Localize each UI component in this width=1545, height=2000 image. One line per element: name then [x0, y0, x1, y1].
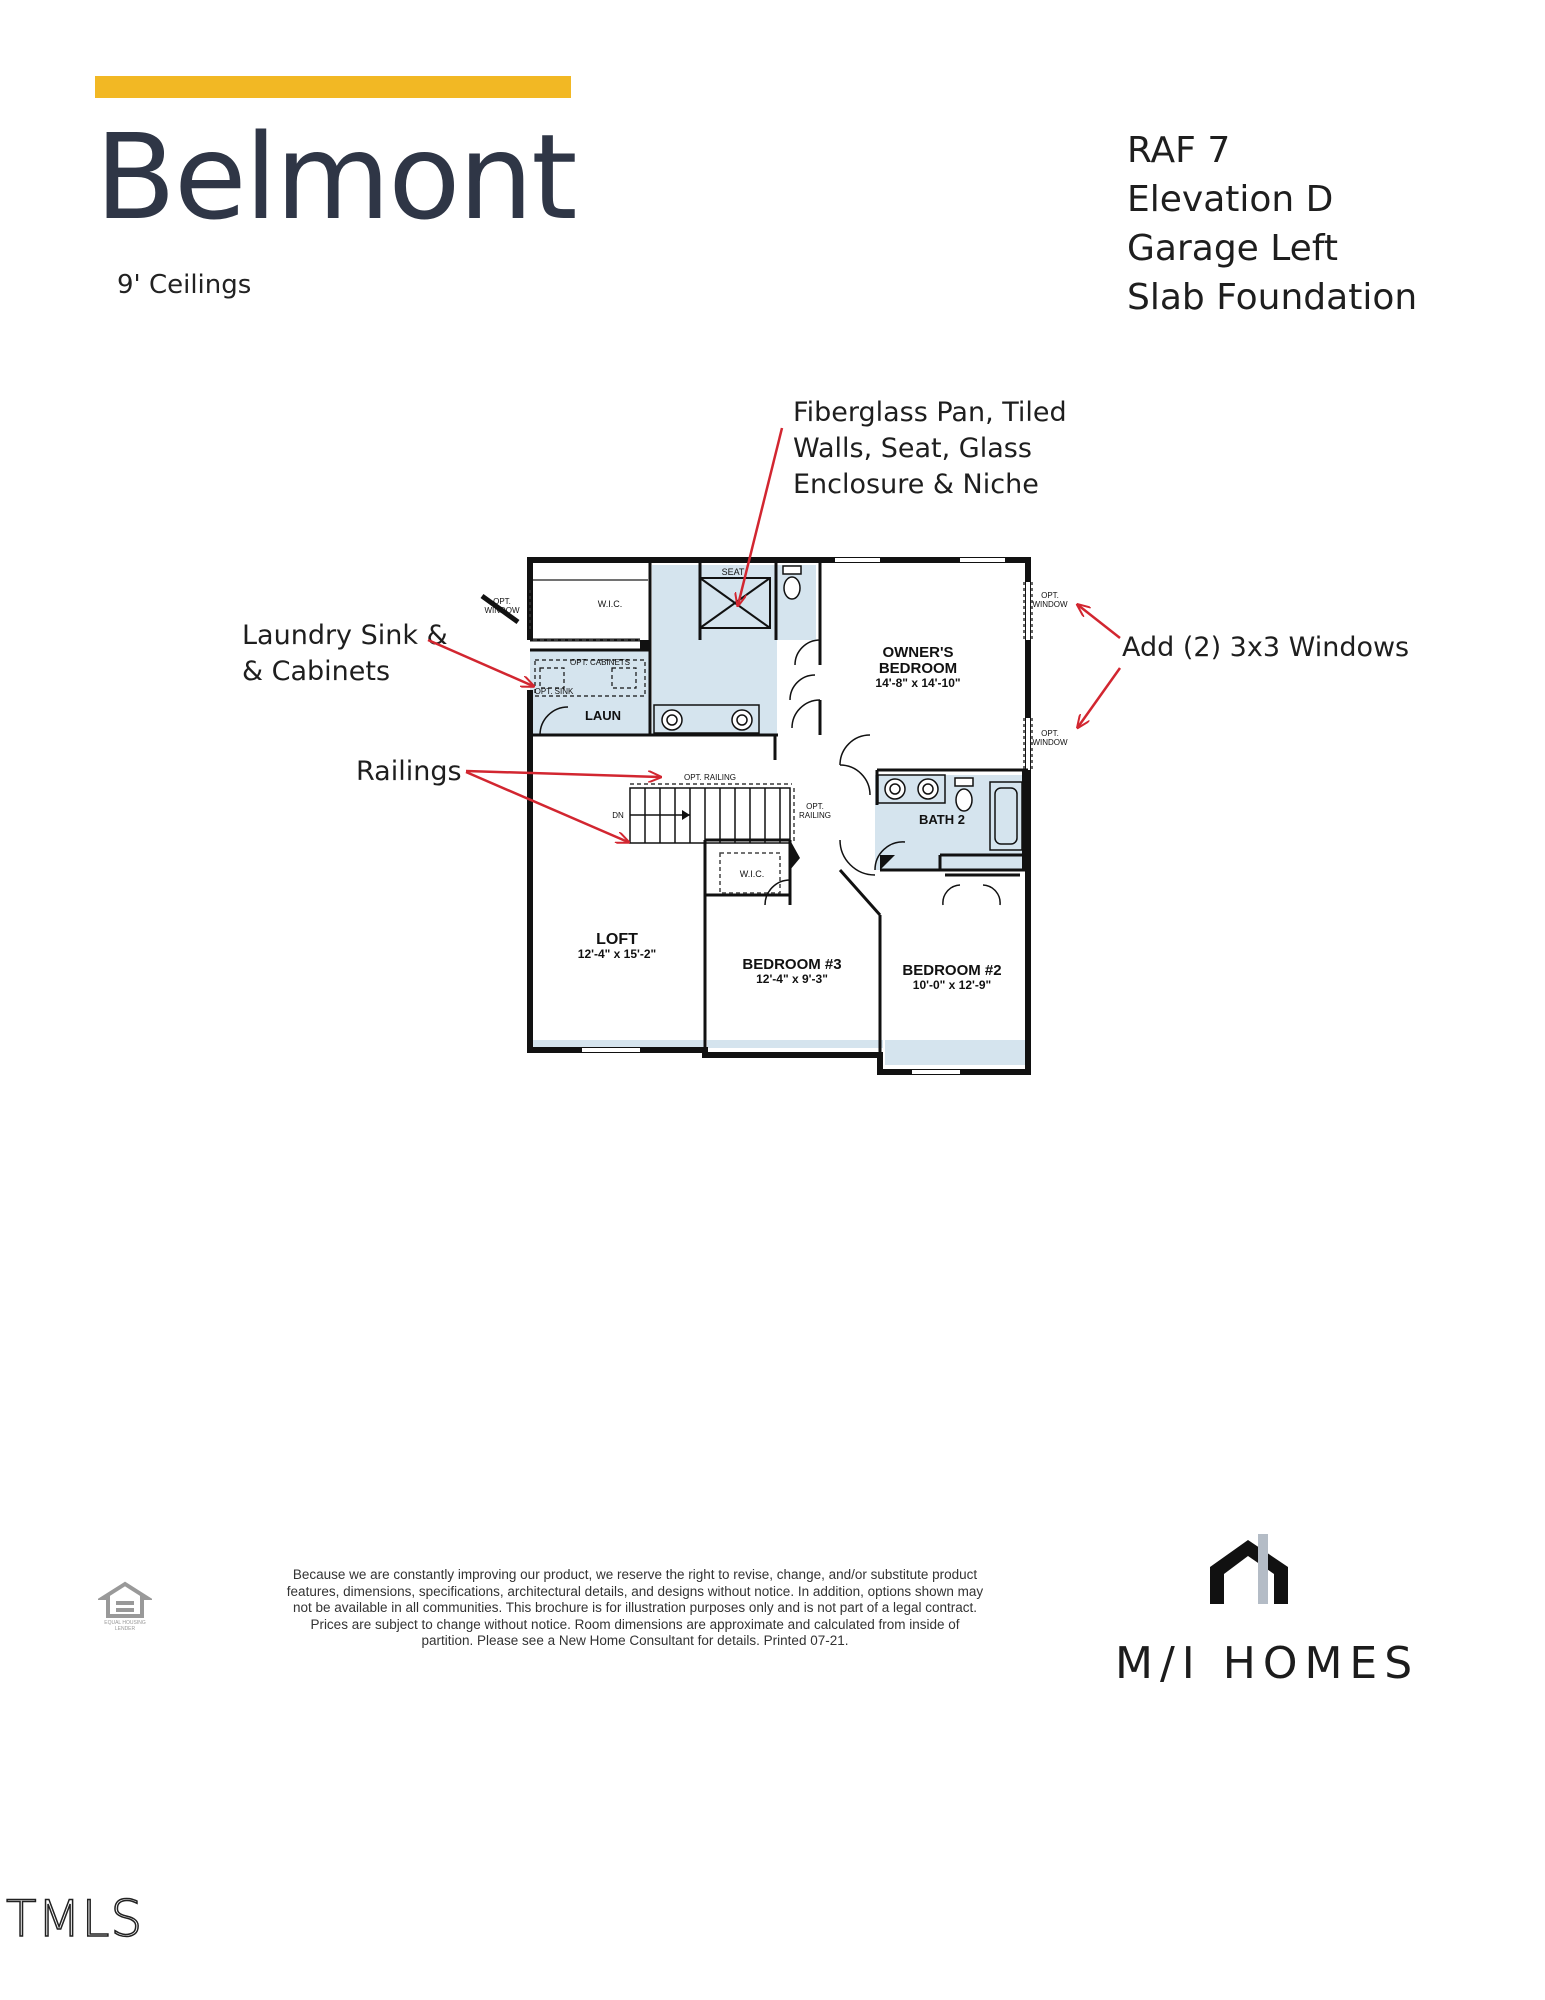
wic-label: W.I.C. [597, 599, 623, 609]
bedroom3-label: BEDROOM #3 [742, 956, 842, 973]
ceilings-note: 9' Ceilings [117, 270, 252, 300]
opt-railing-dashes [630, 784, 794, 843]
opt-window-label: OPT. [1041, 729, 1059, 738]
disclaimer-line: partition. Please see a New Home Consultant for details. Printed 07-21. [421, 1633, 849, 1648]
bedroom3-dims: 12'-4" x 9'-3" [756, 972, 828, 986]
legal-disclaimer [240, 1567, 1030, 1650]
opt-window-label: WINDOW [484, 606, 520, 615]
bed3-window-strip [707, 1040, 883, 1048]
callout-line: Fiberglass Pan, Tiled [793, 397, 1067, 428]
spec-line: RAF 7 [1127, 130, 1231, 171]
bed2-window-strip [885, 1040, 1025, 1065]
callout-line: Walls, Seat, Glass [793, 433, 1032, 464]
window-arrow-bottom [1078, 668, 1120, 727]
bedroom2-label: BEDROOM #2 [902, 962, 1002, 979]
callout-line: Laundry Sink & [242, 620, 448, 651]
loft-dims: 12'-4" x 15'-2" [577, 947, 657, 961]
spec-line: Elevation D [1127, 179, 1334, 220]
callout-line: Enclosure & Niche [793, 469, 1039, 500]
disclaimer-line: features, dimensions, specifications, architectural details, and designs without notice. In addition, options shown may [286, 1583, 984, 1599]
opt-railing-label: OPT. RAILING [683, 773, 737, 782]
opt-window-label: OPT. [493, 597, 511, 606]
opt-sink-label: OPT. SINK [534, 687, 574, 696]
window-arrow-top [1078, 605, 1120, 638]
opt-window-label: OPT. [1041, 591, 1059, 600]
disclaimer-line: Prices are subject to change without notice. Room dimensions are approximate and calculated from inside of [310, 1616, 960, 1632]
plan-title: Belmont [95, 108, 576, 246]
disclaimer-line: not be available in all communities. This brochure is for illustration purposes only and is not part of a legal contract. [292, 1600, 978, 1615]
opt-railing-side-label: OPT. [806, 802, 824, 811]
stairs-down-label: DN [612, 811, 624, 820]
railings-callout: Railings [356, 756, 462, 787]
opt-window-label: WINDOW [1032, 600, 1068, 609]
eho-text: LENDER [114, 1626, 136, 1632]
stair-arrow [682, 810, 690, 820]
opt-railing-side-label: RAILING [798, 811, 832, 820]
disclaimer-line: Because we are constantly improving our product, we reserve the right to revise, change, and/or substitute product [292, 1567, 978, 1582]
loft-window-strip [530, 1040, 705, 1048]
spec-line: Slab Foundation [1127, 277, 1418, 318]
owners-bedroom-label: OWNER'S [882, 644, 954, 661]
laundry-arrow [428, 640, 533, 686]
mi-homes-logo-text: M/I HOMES [1115, 1638, 1420, 1689]
seat-label: SEAT [721, 567, 745, 577]
stairs [630, 788, 790, 843]
spec-line: Garage Left [1127, 228, 1338, 269]
eho-text: EQUAL HOUSING [104, 1620, 146, 1626]
opt-window-label: WINDOW [1032, 738, 1068, 747]
railing-arrow-bottom [466, 772, 628, 842]
owners-bedroom-label: BEDROOM [878, 660, 958, 677]
laundry-label: LAUN [584, 708, 622, 723]
railing-arrow-top [466, 771, 660, 777]
wic-label: W.I.C. [739, 869, 765, 879]
owners-bedroom-dims: 14'-8" x 14'-10" [875, 676, 961, 690]
tmls-watermark: TMLS [6, 1890, 144, 1948]
opt-cabinets-label: OPT. CABINETS [569, 658, 631, 667]
loft-label: LOFT [596, 931, 638, 948]
equal-housing-logo [98, 1580, 152, 1632]
bedroom2-dims: 10'-0" x 12'-9" [912, 978, 992, 992]
closet-floor [777, 565, 816, 640]
bath2-label: BATH 2 [919, 812, 965, 827]
callout-line: & Cabinets [242, 656, 391, 687]
windows-callout: Add (2) 3x3 Windows [1122, 632, 1410, 663]
mi-homes-logo-icon [1208, 1532, 1308, 1607]
